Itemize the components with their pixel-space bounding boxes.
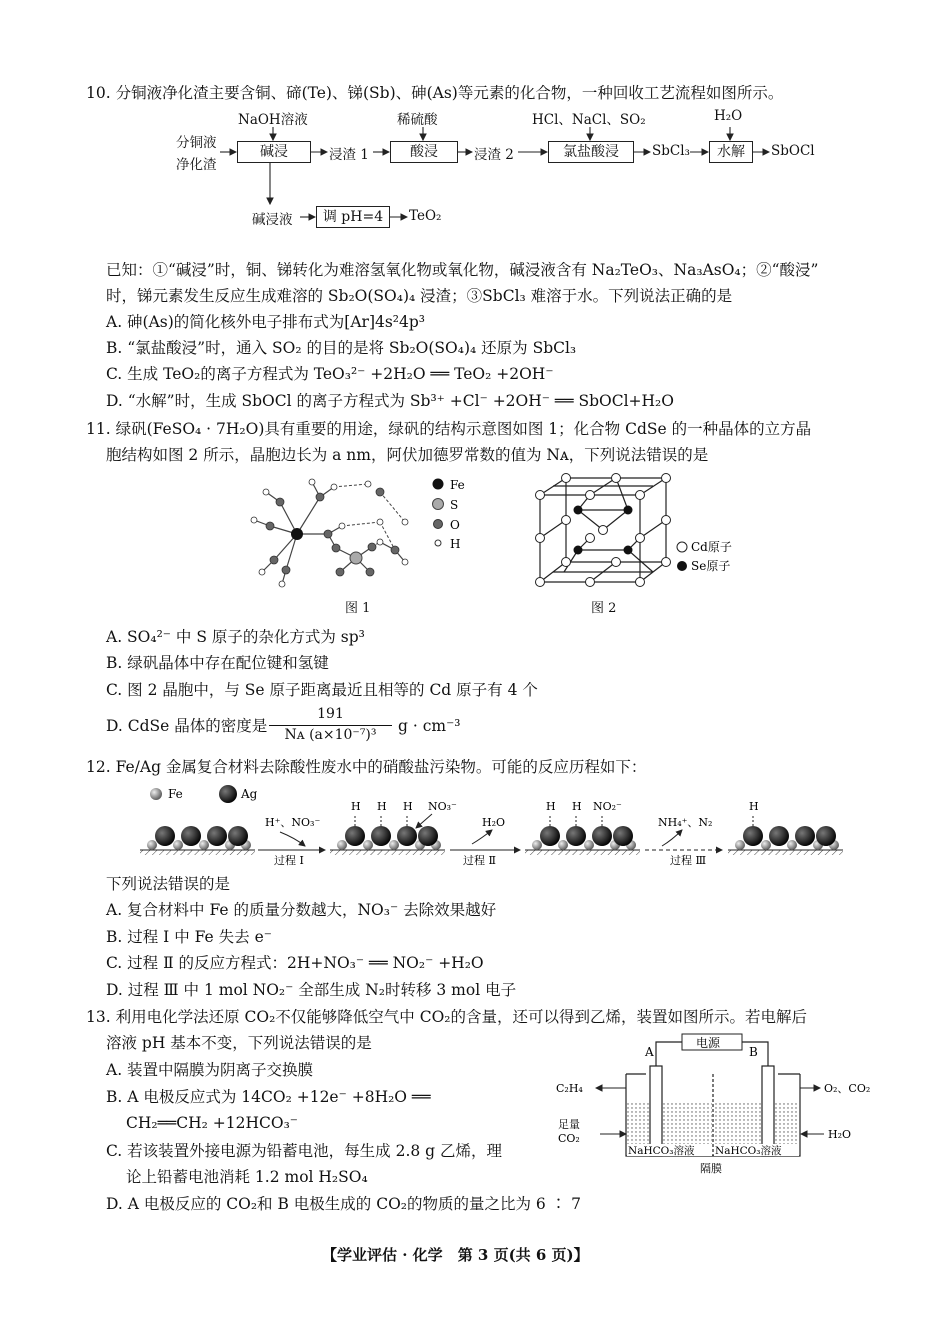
q11-fig2-unit-cell (528, 470, 748, 594)
q11-fig1-structure (240, 472, 490, 592)
flow-arrows (0, 0, 950, 240)
flow-reagent-h2so4: 稀硫酸 (397, 112, 438, 128)
q13-stem-1: 13. 利用电化学法还原 CO₂不仅能够降低空气中 CO₂的含量，还可以得到乙烯，装置如图所示。若电解后 (86, 1008, 807, 1026)
legend-o-icon (434, 520, 443, 529)
fig-c2h4: C₂H₄ (556, 1082, 583, 1095)
fig-electrode-b: B (749, 1045, 758, 1059)
q11-fig1-caption: 图 1 (345, 601, 371, 616)
flow-reagent-h2o: H₂O (714, 108, 743, 124)
q13-option-b-2: CH₂══CH₂ +12HCO₃⁻ (126, 1114, 298, 1132)
flow-step-hydrolysis: 水解 (709, 141, 753, 163)
q13-electrolysis-cell (550, 1030, 880, 1180)
legend-ag-label: Ag (241, 787, 258, 801)
q10-flowchart (0, 0, 950, 240)
q12-reaction-diagram (140, 782, 845, 870)
flow-start-line2: 净化渣 (176, 157, 217, 173)
q13-option-a: A. 装置中隔膜为阴离子交换膜 (106, 1061, 314, 1079)
q10-option-c: C. 生成 TeO₂的离子方程式为 TeO₃²⁻ +2H₂O ══ TeO₂ +2OH⁻ (106, 365, 554, 383)
p2-label: 过程 Ⅱ (463, 854, 496, 867)
legend-s-icon (433, 499, 444, 510)
q11-option-c: C. 图 2 晶胞中，与 Se 原子距离最近且相等的 Cd 原子有 4 个 (106, 681, 538, 699)
s2-h1: H (351, 800, 361, 813)
legend-cd-icon (677, 542, 687, 552)
flow-mid-sbcl3: SbCl₃ (652, 143, 690, 159)
q12-option-c: C. 过程 Ⅱ 的反应方程式：2H+NO₃⁻ ══ NO₂⁻ +H₂O (106, 954, 484, 972)
flow-branch-liquid: 碱浸液 (252, 212, 293, 228)
fig-solution-right: NaHCO₃溶液 (715, 1145, 782, 1157)
p1-input: H⁺、NO₃⁻ (265, 816, 321, 829)
flow-start-line1: 分铜液 (176, 135, 217, 151)
s3-h1: H (546, 800, 556, 813)
p3-input: NH₄⁺、N₂ (658, 816, 713, 829)
q11-option-b: B. 绿矾晶体中存在配位键和氢键 (106, 654, 329, 672)
q13-option-d: D. A 电极反应的 CO₂和 B 电极生成的 CO₂的物质的量之比为 6 ∶ 7 (106, 1195, 582, 1213)
q11-option-d-denominator: Nᴀ (a×10⁻⁷)³ (284, 727, 377, 743)
q11-option-d-prefix: D. CdSe 晶体的密度是 (106, 717, 268, 735)
fig-co2: CO₂ (558, 1132, 580, 1145)
fig-power: 电源 (696, 1036, 721, 1050)
s2-no3: NO₃⁻ (428, 800, 457, 813)
flow-mid-residue1: 浸渣 1 (329, 147, 369, 163)
legend-h: H (450, 537, 461, 551)
legend-cd: Cd原子 (691, 540, 732, 554)
footer-left: 【学业评估 · (322, 1246, 413, 1264)
flow-reagent-naoh: NaOH溶液 (238, 112, 308, 128)
q13-stem-2: 溶液 pH 基本不变，下列说法错误的是 (106, 1034, 372, 1052)
q13-option-c-2: 论上铅蓄电池消耗 1.2 mol H₂SO₄ (126, 1168, 368, 1186)
s4-h: H (749, 800, 759, 813)
flow-product-sbocl: SbOCl (771, 143, 815, 159)
fig-electrode-a: A (645, 1045, 654, 1059)
q10-option-a: A. 砷(As)的简化核外电子排布式为[Ar]4s²4p³ (106, 313, 426, 331)
fig-h2o: H₂O (828, 1128, 852, 1141)
legend-s: S (450, 498, 459, 512)
q12-stem: 12. Fe/Ag 金属复合材料去除酸性废水中的硝酸盐污染物。可能的反应历程如下： (86, 758, 647, 776)
fig-solution-left: NaHCO₃溶液 (628, 1145, 695, 1157)
q11-option-d-numerator: 191 (317, 706, 344, 722)
fig-o2-co2: O₂、CO₂ (824, 1082, 871, 1095)
legend-fe-icon (433, 479, 444, 490)
legend-ag-ball-icon (219, 785, 237, 803)
fig-membrane: 隔膜 (700, 1162, 722, 1175)
flow-reagent-hcl: HCl、NaCl、SO₂ (532, 112, 646, 128)
legend-fe-label: Fe (168, 787, 183, 801)
legend-fe: Fe (450, 478, 465, 492)
p1-label: 过程 Ⅰ (274, 854, 304, 867)
p3-label: 过程 Ⅲ (670, 854, 707, 867)
page-footer (322, 1244, 589, 1265)
footer-page: 第 3 页(共 6 页)】 (457, 1246, 589, 1264)
legend-h-icon (435, 540, 441, 546)
s2-h2: H (377, 800, 387, 813)
q10-option-d: D. “水解”时，生成 SbOCl 的离子方程式为 Sb³⁺ +Cl⁻ +2OH⁻ ══ SbOCl+H₂O (106, 392, 674, 410)
legend-se-icon (677, 561, 687, 571)
q13-option-c-1: C. 若该装置外接电源为铅蓄电池，每生成 2.8 g 乙烯，理 (106, 1142, 503, 1160)
footer-subject: 化学 (412, 1246, 443, 1264)
q11-option-d-unit: g · cm⁻³ (398, 717, 461, 735)
q12-option-a: A. 复合材料中 Fe 的质量分数越大，NO₃⁻ 去除效果越好 (106, 901, 497, 919)
q10-option-b: B. “氯盐酸浸”时，通入 SO₂ 的目的是将 Sb₂O(SO₄)₄ 还原为 SbCl₃ (106, 339, 577, 357)
q11-stem-1: 11. 绿矾(FeSO₄ · 7H₂O)具有重要的用途，绿矾的结构示意图如图 1；化合物 CdSe 的一种晶体的立方晶 (86, 420, 812, 438)
flow-step-chloride-leach: 氯盐酸浸 (548, 141, 634, 163)
flow-step-adjust-ph: 调 pH=4 (316, 206, 390, 228)
flow-branch-teo2: TeO₂ (409, 208, 442, 224)
q10-known-1: 已知：①“碱浸”时，铜、锑转化为难溶氢氧化物或氧化物，碱浸液含有 Na₂TeO₃、Na₃AsO₄；②“酸浸” (106, 261, 819, 279)
fig-co2-amount: 足量 (558, 1118, 580, 1131)
legend-se: Se原子 (691, 559, 731, 573)
s3-no2: NO₂⁻ (593, 800, 622, 813)
q13-option-b-1: B. A 电极反应式为 14CO₂ +12e⁻ +8H₂O ══ (106, 1088, 431, 1106)
flow-step-acid-leach: 酸浸 (390, 141, 458, 163)
q12-option-d: D. 过程 Ⅲ 中 1 mol NO₂⁻ 全部生成 N₂时转移 3 mol 电子 (106, 981, 517, 999)
legend-o: O (450, 518, 460, 532)
q11-stem-2: 胞结构如图 2 所示，晶胞边长为 a nm，阿伏加德罗常数的值为 Nᴀ，下列说法错误的是 (106, 446, 709, 464)
q12-option-b: B. 过程 Ⅰ 中 Fe 失去 e⁻ (106, 928, 272, 946)
q10-known-2: 时，锑元素发生反应生成难溶的 Sb₂O(SO₄)₄ 浸渣；③SbCl₃ 难溶于水。下列说法正确的是 (106, 287, 733, 305)
flow-step-alkali-leach: 碱浸 (237, 141, 311, 163)
flow-mid-residue2: 浸渣 2 (474, 147, 514, 163)
s2-h3: H (403, 800, 413, 813)
q11-option-a: A. SO₄²⁻ 中 S 原子的杂化方式为 sp³ (106, 628, 365, 646)
s3-h2: H (572, 800, 582, 813)
q11-fig2-caption: 图 2 (591, 601, 617, 616)
p2-input: H₂O (482, 816, 506, 829)
q10-stem: 10. 分铜液净化渣主要含铜、碲(Te)、锑(Sb)、砷(As)等元素的化合物，一种回收工艺流程如图所示。 (86, 84, 784, 102)
q12-ask: 下列说法错误的是 (106, 875, 231, 893)
legend-fe-ball-icon (150, 788, 162, 800)
